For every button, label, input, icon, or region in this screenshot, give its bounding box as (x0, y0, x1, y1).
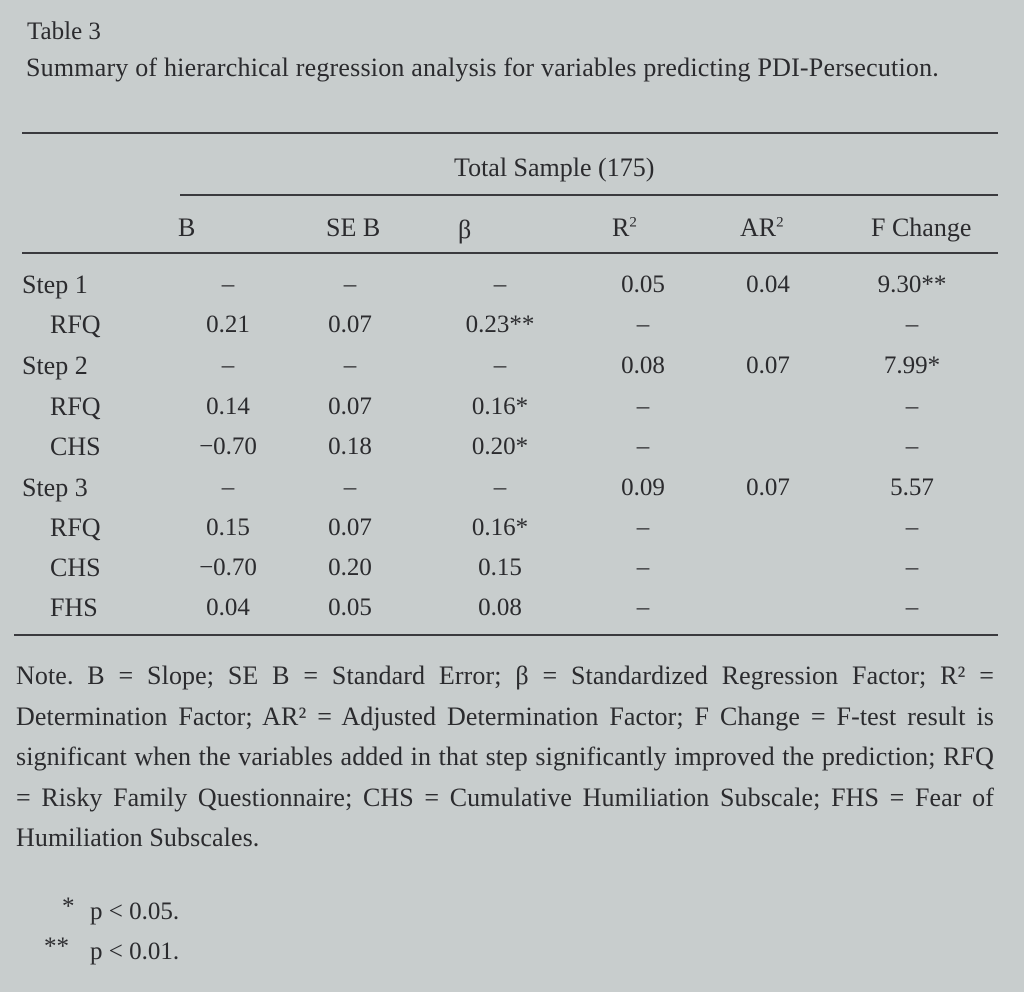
cell-beta: 0.08 (478, 594, 522, 621)
cell-r2: 0.08 (621, 352, 665, 379)
bottom-rule (14, 634, 998, 636)
table-caption: Summary of hierarchical regression analysis for variables predicting PDI-Persecution. (26, 53, 939, 82)
table-label: Table 3 (27, 18, 101, 45)
cell-f-change: – (905, 311, 919, 338)
header-f-change: F Change (871, 213, 972, 242)
header-ar2-sup: 2 (776, 214, 784, 231)
cell-b: −0.70 (199, 554, 257, 581)
cell-se-b: 0.07 (328, 393, 372, 420)
header-b: B (178, 213, 196, 242)
cell-b: 0.14 (206, 393, 250, 420)
row-step-label: Step 2 (22, 351, 88, 380)
cell-f-change: – (905, 594, 919, 621)
cell-se-b: – (343, 271, 357, 298)
cell-b: −0.70 (199, 433, 257, 460)
cell-beta: 0.16* (471, 514, 529, 541)
cell-ar2: 0.07 (746, 474, 790, 501)
cell-beta: – (493, 352, 507, 379)
cell-beta: – (493, 271, 507, 298)
cell-r2: – (636, 433, 650, 460)
cell-f-change: 5.57 (890, 474, 934, 501)
header-ar2-label: AR (740, 213, 777, 242)
cell-r2: 0.05 (621, 271, 665, 298)
cell-ar2: 0.04 (746, 271, 790, 298)
cell-beta: – (493, 474, 507, 501)
cell-r2: – (636, 393, 650, 420)
cell-se-b: 0.05 (328, 594, 372, 621)
cell-b: 0.04 (206, 594, 250, 621)
cell-ar2: 0.07 (746, 352, 790, 379)
cell-f-change: – (905, 433, 919, 460)
row-variable-label: CHS (50, 432, 101, 461)
cell-se-b: – (343, 474, 357, 501)
cell-beta: 0.15 (478, 554, 522, 581)
row-step-label: Step 3 (22, 473, 88, 502)
cell-b: 0.15 (206, 514, 250, 541)
cell-r2: – (636, 514, 650, 541)
cell-f-change: – (905, 393, 919, 420)
cell-b: – (221, 474, 235, 501)
cell-se-b: 0.07 (328, 514, 372, 541)
cell-b: – (221, 352, 235, 379)
row-step-label: Step 1 (22, 270, 88, 299)
cell-f-change: – (905, 554, 919, 581)
cell-beta: 0.23** (465, 311, 535, 338)
cell-r2: – (636, 311, 650, 338)
sig-text-2: p < 0.01. (90, 938, 180, 965)
cell-f-change: – (905, 514, 919, 541)
row-variable-label: RFQ (50, 392, 101, 421)
row-variable-label: CHS (50, 553, 101, 582)
cell-f-change: 9.30** (877, 271, 947, 298)
cell-se-b: 0.18 (328, 433, 372, 460)
cell-r2: – (636, 554, 650, 581)
cell-se-b: 0.20 (328, 554, 372, 581)
group-rule (180, 194, 998, 196)
header-r2 (612, 213, 637, 243)
sig-marker-2: ** (44, 933, 69, 960)
header-r2-sup: 2 (629, 214, 637, 231)
cell-r2: – (636, 594, 650, 621)
header-beta: β (458, 215, 472, 244)
sig-text-1: p < 0.05. (90, 898, 180, 925)
header-se-b: SE B (326, 213, 381, 242)
header-r2-label: R (612, 213, 630, 242)
header-ar2 (740, 213, 784, 243)
cell-beta: 0.20* (471, 433, 529, 460)
cell-f-change: 7.99* (883, 352, 941, 379)
header-rule (22, 252, 998, 254)
cell-b: 0.21 (206, 311, 250, 338)
group-header: Total Sample (175) (454, 153, 655, 182)
row-variable-label: RFQ (50, 513, 101, 542)
sig-marker-1: * (62, 893, 75, 920)
row-variable-label: FHS (50, 593, 98, 622)
top-rule (22, 132, 998, 134)
cell-b: – (221, 271, 235, 298)
row-variable-label: RFQ (50, 310, 101, 339)
cell-se-b: 0.07 (328, 311, 372, 338)
cell-beta: 0.16* (471, 393, 529, 420)
table-note: Note. B = Slope; SE B = Standard Error; β = Standardized Regression Factor; R² = Determination Factor; AR² = Adjusted Determination Factor; F Change = F-test result is significant when the variables added in that step significantly improved the prediction; RFQ = Risky Family Questionnaire; CHS = Cumulative Humiliation Subscale; FHS = Fear of Humiliation Subscales. (16, 661, 994, 852)
cell-r2: 0.09 (621, 474, 665, 501)
cell-se-b: – (343, 352, 357, 379)
